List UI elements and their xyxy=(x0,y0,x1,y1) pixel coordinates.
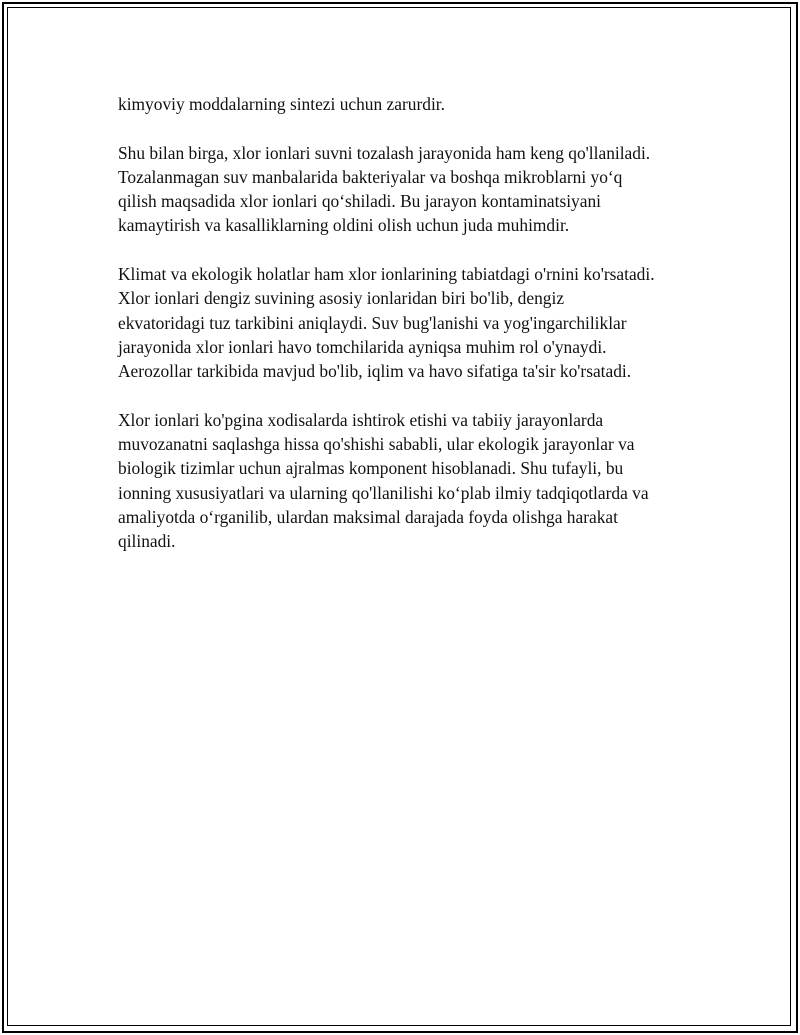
paragraph-4: Xlor ionlari ko'pgina xodisalarda ishtirok etishi va tabiiy jarayonlarda muvozanatni saqlashga hissa qo'shishi sababli, ular ekologik jarayonlar va biologik tizimlar uchun ajralmas komponent hisoblanadi. Shu tufayli, bu ionning xususiyatlari va ularning qo'llanilishi ko‘plab ilmiy tadqiqotlarda va amaliyotda o‘rganilib, ulardan maksimal darajada foyda olishga harakat qilinadi. xyxy=(118,409,649,552)
document-body xyxy=(118,92,698,578)
paragraph-3: Klimat va ekologik holatlar ham xlor ionlarining tabiatdagi o'rnini ko'rsatadi. Xlor ionlari dengiz suvining asosiy ionlaridan biri bo'lib, dengiz ekvatoridagi tuz tarkibini aniqlaydi. Suv bug'lanishi va yog'ingarchiliklar jarayonida xlor ionlari havo tomchilarida ayniqsa muhim rol o'ynaydi. Aerozollar tarkibida mavjud bo'lib, iqlim va havo sifatiga ta'sir ko'rsatadi. xyxy=(118,264,655,382)
paragraph-2: Shu bilan birga, xlor ionlari suvni tozalash jarayonida ham keng qo'llaniladi. Tozalanmagan suv manbalarida bakteriyalar va boshqa mikroblarni yo‘q qilish maqsadida xlor ionlari qo‘shiladi. Bu jarayon kontaminatsiyani kamaytirish va kasalliklarning oldini olish uchun juda muhimdir. xyxy=(118,142,651,236)
paragraph-1: kimyoviy moddalarning sintezi uchun zarurdir. xyxy=(118,94,445,114)
